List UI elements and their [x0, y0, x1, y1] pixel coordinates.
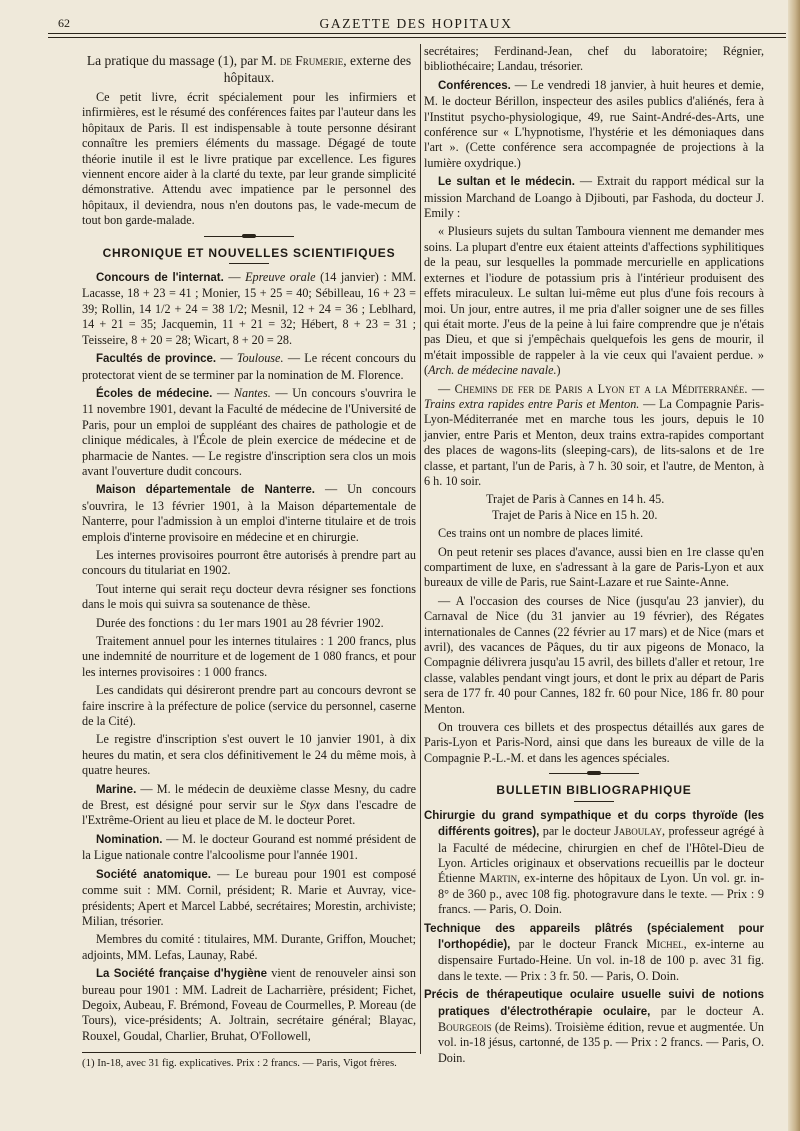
item-chemins-de-fer: — Chemins de fer de Paris a Lyon et a la Méditerranée. — Trains extra rapides entre Paris et Menton. — La Compagnie Paris-Lyon-Méditerranée met en marche tous les jours, depuis le 10 janvier, entre Paris et Menton, deux trains extra-rapides comportant des places de wagons-lits (sleeping-cars), de lits-salons et de 1re classe, et partant, l'un de Paris, à 7 h. 30 soir, et l'autre, de Menton, à 6 h. 10 soir.	[424, 381, 765, 488]
book-title: La pratique du massage (1), par M. de Frumerie, externe des hôpitaux.	[86, 53, 412, 85]
item-ecoles: Écoles de médecine. — Nantes. — Un concours s'ouvrira le 11 novembre 1901, devant la Faculté de médecine de l'Université de Paris, pour un emploi de suppléant des chaires de pathologie et de clinique médicales, à l'École de plein exercice de médecine et de pharmacie de Nantes. — Le registre d'inscription sera clos un mois avant l'ouverture dudit concours.	[82, 385, 417, 478]
trains-para-3: — A l'occasion des courses de Nice (jusqu'au 23 janvier), du Carnaval de Nice (du 31 janvier au 19 février), des Régates internationales de Cannes (22 février au 17 mars) et de Nice (mars et avril), des vacances de Pâques, du tir aux pigeons de Monaco, la Compagnie délivrera jusqu'au 15 avril, des billets d'aller et retour, 1re classe, valables pendant vingt jours, et dont le prix au départ de Paris sera de 177 fr. 40 pour Cannes, 182 fr. 60 pour Nice, 186 fr. 80 pour Menton.	[424, 593, 764, 716]
maison-para-3: Tout interne qui serait reçu docteur devra résigner ses fonctions dans le mois qui suivra sa soutenance de thèse.	[82, 581, 416, 612]
ornament-divider	[204, 232, 294, 242]
item-maison: Maison départementale de Nanterre. — Un concours s'ouvrira, le 13 février 1901, à la Maison départementale de Nanterre, pour l'admission à un emploi d'interne titulaire et de trois emplois d'interne provisoire en médecine et en chirurgie.	[82, 482, 416, 544]
section-heading-bulletin: BULLETIN BIBLIOGRAPHIQUE	[496, 783, 692, 798]
trains-para-1: Ces trains ont un nombre de places limité.	[438, 526, 644, 541]
page-number: 62	[58, 16, 70, 30]
footnote-rule	[82, 1052, 416, 1053]
item-marine: Marine. — M. le médecin de deuxième classe Mesny, du cadre de Brest, est désigné pour servir sur le Styx dans l'escadre de l'Extrême-Orient au lieu et place de M. le docteur Poret.	[82, 781, 416, 828]
short-rule	[229, 263, 269, 264]
book-review-text: Ce petit livre, écrit spécialement pour les infirmiers et infirmières, est le résumé des conférences faites par l'auteur dans les hôpitaux de Paris. Il est indispensable à toute personne désirant connaître les premiers éléments du massage. Dégagé de toute théorie inutile il est le livre pratique par excellence. Les figures viennent encore aider à la clarté du texte, par leur grande simplicité démonstrative. Attendu avec impatience par le personnel des hôpitaux, il deviendra, nous n'en doutons pas, le vade-mecum de tout bon garde-malade.	[82, 90, 416, 228]
item-concours: Concours de l'internat. — Epreuve orale (14 janvier) : MM. Lacasse, 18 + 23 = 41 ; Monier, 15 + 25 = 40; Sébilleau, 16 + 23 = 39; Rollin, 14 1/2 + 24 = 38 1/2; Mesnil, 12 + 24 = 36 ; Leblhard, 14 + 21 = 35; Jacquemin, 11 + 21 = 32; Hébert, 8 + 23 = 31 ; Teisseire, 8 + 20 = 28; Wicart, 8 + 20 = 28.	[82, 270, 416, 347]
footnote: (1) In-18, avec 31 fig. explicatives. Prix : 2 francs. — Paris, Vigot frères.	[82, 1057, 397, 1070]
item-nomination: Nomination. — M. le docteur Gourand est nommé président de la Ligue nationale contre l'alcoolisme pour l'année 1901.	[82, 831, 416, 863]
trajet-nice: Trajet de Paris à Nice en 15 h. 20.	[492, 507, 658, 522]
maison-para-7: Le registre d'inscription s'est ouvert le 10 janvier 1901, à dix heures du matin, et sera clos définitivement le 24 du même mois, à quatre heures.	[82, 732, 416, 778]
biblio-entry-2: Technique des appareils plâtrés (spécialement pour l'orthopédie), par le docteur Franck Michel, ex-interne au dispensaire Furtado-Heine. Un vol. in-18 de 100 p. avec 31 fig. dans le texte. — Prix : 3 fr. 50. — Paris, O. Doin.	[424, 922, 764, 983]
continued-text: secrétaires; Ferdinand-Jean, chef du laboratoire; Régnier, bibliothécaire; Landau, trésorier.	[424, 44, 764, 74]
maison-para-4: Durée des fonctions : du 1er mars 1901 au 28 février 1902.	[96, 615, 384, 630]
item-societe-anatomique: Société anatomique. — Le bureau pour 1901 est composé comme suit : MM. Cornil, président; R. Marie et Auvray, vice-présidents; Apert et Marcel Labbé, secrétaires; Morestin, archiviste; Milian, trésorier.	[82, 866, 416, 928]
biblio-entry-3: Précis de thérapeutique oculaire usuelle suivi de notions pratiques d'électrothérapie oculaire, par le docteur A. Bourgeois (de Reims). Troisième édition, revue et augmentée. Un vol. in-18 jésus, cartonné, de 135 p. — Prix : 2 francs. — Paris, O. Doin.	[424, 989, 765, 1065]
ornament-divider-2	[549, 769, 639, 779]
running-title: GAZETTE DES HOPITAUX	[319, 16, 513, 31]
trains-para-2: On peut retenir ses places d'avance, aussi bien en 1re classe qu'en compartiment de luxe, en s'adressant à la gare de Paris-Lyon et aux bureaux de ville de Paris, rue Saint-Lazare et rue Sainte-Anne.	[424, 544, 764, 590]
page-edge-shadow	[788, 0, 800, 1131]
sultan-quote: « Plusieurs sujets du sultan Tamboura viennent me demander mes soins. La plupart d'entre eux étaient atteints d'affections syphilitiques de la peau, sur lesquelles la pommade mercurielle en applications externes et l'iodure de potassium pris à l'intérieur produisent des effets miraculeux. Le sultan lui-même eut plus d'une fois recours à moi. Un jour, entre autres, il me pria d'aller soigner une de ses filles qui était morte. J'eus de la peine à lui faire comprendre que je n'étais pas Dieu, et que si j'empêchais quelquefois les gens de mourir, il m'était impossible de rappeler à la vie ceux qui l'avaient perdue. » (Arch. de médecine navale.)	[424, 224, 764, 378]
section-heading-chronique: CHRONIQUE ET NOUVELLES SCIENTIFIQUES	[102, 245, 396, 260]
column-divider	[420, 44, 421, 1054]
societe-para-2: Membres du comité : titulaires, MM. Durante, Griffon, Mouchet; adjoints, MM. Lefas, Launay, Rabé.	[82, 932, 416, 962]
maison-para-6: Les candidats qui désireront prendre part au concours devront se faire inscrire à la préfecture de police (service du personnel, caserne de la Cité).	[82, 683, 416, 729]
left-column	[82, 44, 416, 1074]
item-societe-hygiene: La Société française d'hygiène vient de renouveler ainsi son bureau pour 1901 : MM. Ladreit de Lacharrière, président; Fichet, Degoix, Aubeau, F. Brémond, Foveau de Courmelles, P. Moreau (de Tours), vice-présidents; A. Joltrain, secrétaire général; Blayac, Rouxel, Goudal, Charlier, Bruhat, O'Followell,	[82, 966, 416, 1043]
right-column	[424, 44, 764, 1069]
trains-para-4: On trouvera ces billets et des prospectus détaillés aux gares de Paris-Lyon et Paris-Nord, ainsi que dans les bureaux de ville de la Compagnie P.-L.-M. et dans les agences spéciales.	[424, 720, 764, 765]
maison-para-5: Traitement annuel pour les internes titulaires : 1 200 francs, plus une indemnité de nourriture et de logement de 1 080 francs, et pour les internes provisoires : 1 000 francs.	[82, 634, 416, 679]
item-sultan: Le sultan et le médecin. — Extrait du rapport médical sur la mission Marchand de Loango à Djibouti, par Fashoda, du docteur J. Emily :	[424, 174, 764, 221]
item-facultes: Facultés de province. — Toulouse. — Le récent concours du protectorat vient de se terminer par la nomination de M. Florence.	[82, 351, 416, 382]
header-rule-thin	[48, 37, 786, 38]
trajet-cannes: Trajet de Paris à Cannes en 14 h. 45.	[486, 492, 665, 507]
short-rule-2	[574, 801, 614, 802]
maison-para-2: Les internes provisoires pourront être autorisés à prendre part au concours du titulariat en 1902.	[82, 547, 416, 578]
biblio-entry-1: Chirurgie du grand sympathique et du corps thyroïde (les différents goitres), par le docteur Jaboulay, professeur agrégé à la Faculté de médecine, chirurgien en chef de l'Hôtel-Dieu de Lyon. Articles originaux et observations recueillis par le docteur Étienne Martin, ex-interne des hôpitaux de Lyon. Un vol. gr. in-8° de 360 p., avec 108 fig. photogravure dans le texte. — Prix : 9 francs. — Paris, O. Doin.	[424, 809, 764, 917]
header-rule-thick	[48, 33, 786, 34]
item-conferences: Conférences. — Le vendredi 18 janvier, à huit heures et demie, M. le docteur Bérillon, inspecteur des asiles publics d'aliénés, fera à l'Institut psycho-physiologique, 49, rue Saint-André-des-Arts, une conférence sur « L'hypnotisme, l'hystérie et les démoniaques dans l'art ». (Cette conférence sera accompagnée de projections à la lumière oxydrique.)	[424, 77, 764, 170]
